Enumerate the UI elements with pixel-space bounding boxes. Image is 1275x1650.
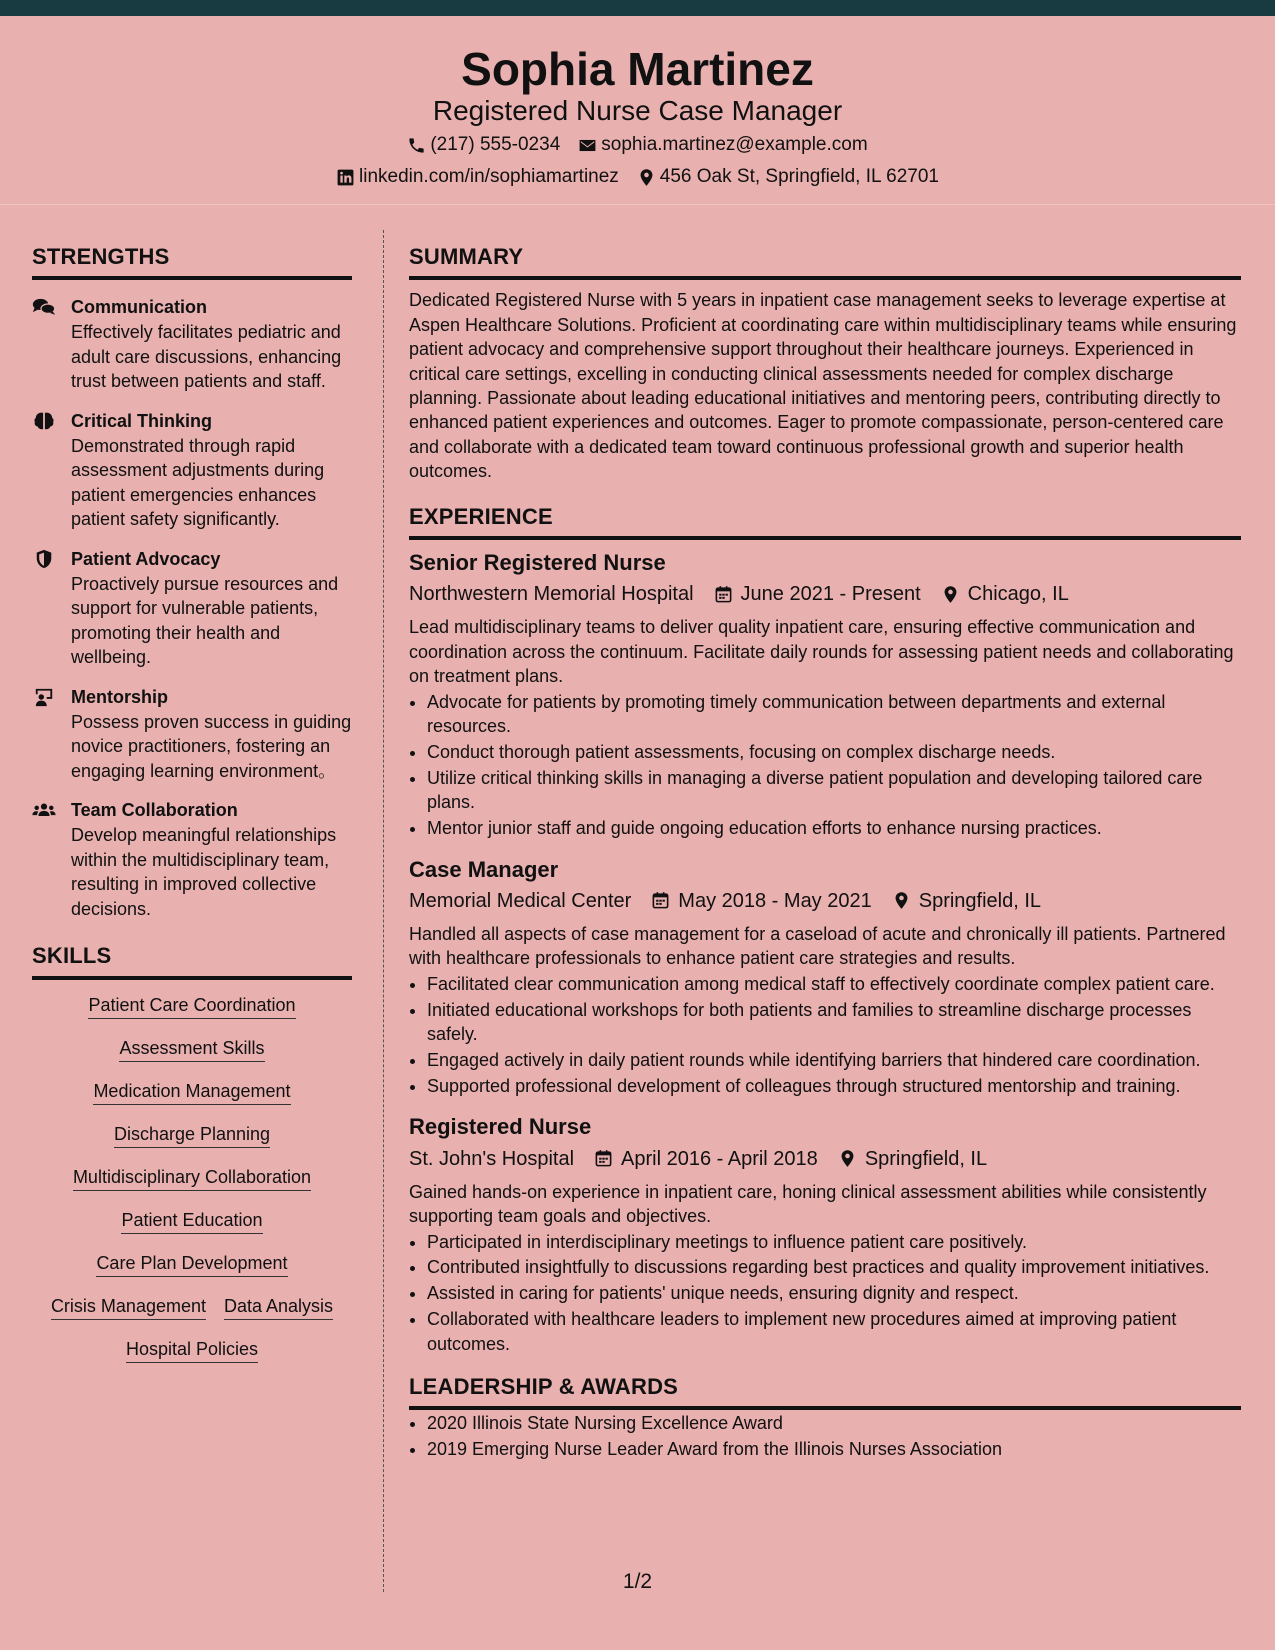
- calendar-icon: [594, 1149, 613, 1168]
- strength-name: Communication: [71, 297, 208, 318]
- left-column: [32, 244, 352, 1381]
- job-dates: June 2021 - Present: [740, 583, 921, 606]
- top-accent-bar: [0, 0, 1275, 16]
- contact-row-2: [0, 166, 1275, 189]
- awards-list: [409, 1411, 1241, 1461]
- job-bullet: • Conduct thorough patient assessments, focusing on complex discharge needs.: [427, 740, 1241, 764]
- job-description: Gained hands-on experience in inpatient care, honing clinical assessment abilities while consistently supporting team goals and objectives.: [409, 1181, 1207, 1227]
- email-address: sophia.martinez@example.com: [601, 134, 868, 155]
- awards-heading: LEADERSHIP & AWARDS: [409, 1374, 1241, 1410]
- job-location: Springfield, IL: [918, 889, 1042, 912]
- experience-heading: EXPERIENCE: [409, 504, 1241, 540]
- strength-item: [32, 548, 352, 670]
- skill-tag: Assessment Skills: [119, 1037, 264, 1062]
- job-meta: [409, 1147, 1241, 1171]
- strength-item: [32, 686, 352, 784]
- skill-tag: Patient Care Coordination: [88, 994, 295, 1019]
- job-bullet: • Initiated educational workshops for both patients and families to streamline discharge processes safely.: [427, 998, 1241, 1047]
- email-contact[interactable]: [578, 134, 867, 157]
- strength-item: [32, 410, 352, 532]
- skill-tag: Data Analysis: [224, 1295, 333, 1320]
- calendar-icon: [651, 891, 670, 910]
- strength-item: [32, 296, 352, 394]
- job-description: Lead multidisciplinary teams to deliver quality inpatient care, ensuring effective communication and coordination across the continuum. Facilitate daily rounds for assessing patient needs and collaborating on treatment plans.: [409, 617, 1234, 687]
- resume-header: [0, 16, 1275, 205]
- page-number: 1/2: [622, 1570, 653, 1593]
- job-title: Case Manager: [409, 856, 559, 882]
- job-bullets: [409, 972, 1241, 1099]
- right-column: [409, 244, 1241, 1463]
- linkedin-icon: [336, 168, 355, 187]
- teacher-icon: [32, 687, 56, 707]
- summary-text: Dedicated Registered Nurse with 5 years in inpatient case management seeks to leverage expertise at Aspen Healthcare Solutions. Proficient at coordinating care within multidisciplinary teams while ensuring patient advocacy and comprehensive support throughout their healthcare journeys. Experienced in critical care settings, excelling in conducting clinical assessments needed for complex discharge planning. Passionate about leading educational initiatives and mentoring peers, contributing directly to enhanced patient experiences and outcomes. Eager to promote compassionate, person-centered care and collaborate with a dedicated team toward continuous professional growth and superior health outcomes.: [409, 290, 1237, 482]
- skill-tag: Multidisciplinary Collaboration: [73, 1166, 311, 1191]
- job-bullet: • Collaborated with healthcare leaders to implement new procedures aimed at improving patient outcomes.: [427, 1307, 1241, 1356]
- strength-description: Possess proven success in guiding novice practitioners, fostering an engaging learning environment。: [71, 711, 352, 781]
- job-bullets: [409, 690, 1241, 841]
- strengths-heading: STRENGTHS: [32, 244, 352, 280]
- linkedin-url: linkedin.com/in/sophiamartinez: [359, 166, 619, 187]
- job-company: Memorial Medical Center: [409, 889, 632, 912]
- comments-icon: [32, 297, 56, 317]
- skill-tag: Care Plan Development: [96, 1252, 287, 1277]
- strength-name: Team Collaboration: [71, 800, 238, 821]
- candidate-name: Sophia Martinez: [461, 43, 814, 95]
- phone-contact[interactable]: [407, 134, 560, 157]
- skill-tag: Hospital Policies: [126, 1338, 258, 1363]
- map-pin-icon: [892, 891, 911, 910]
- job-company: St. John's Hospital: [409, 1147, 575, 1170]
- job-bullet: • Assisted in caring for patients' unique needs, ensuring dignity and respect.: [427, 1281, 1241, 1305]
- skills-heading: SKILLS: [32, 943, 352, 979]
- job-company: Northwestern Memorial Hospital: [409, 583, 694, 606]
- skill-tag: Crisis Management: [51, 1295, 206, 1320]
- home-address: 456 Oak St, Springfield, IL 62701: [659, 166, 939, 187]
- column-divider: [383, 230, 384, 1592]
- job-bullet: • Supported professional development of colleagues through structured mentorship and training.: [427, 1074, 1241, 1098]
- job-dates: April 2016 - April 2018: [621, 1147, 818, 1170]
- strength-description: Demonstrated through rapid assessment adjustments during patient emergencies enhances patient safety significantly.: [71, 435, 325, 530]
- candidate-title: Registered Nurse Case Manager: [432, 95, 843, 126]
- award-item: • 2019 Emerging Nurse Leader Award from the Illinois Nurses Association: [427, 1437, 1241, 1461]
- users-icon: [32, 800, 56, 820]
- job-bullet: • Advocate for patients by promoting timely communication between departments and external resources.: [427, 690, 1241, 739]
- envelope-icon: [578, 136, 597, 155]
- job-entry: [409, 857, 1241, 1099]
- job-meta: [409, 582, 1241, 606]
- map-pin-icon: [941, 585, 960, 604]
- job-location: Springfield, IL: [864, 1147, 988, 1170]
- job-title: Registered Nurse: [409, 1114, 592, 1140]
- map-pin-icon: [838, 1149, 857, 1168]
- job-entry: [409, 550, 1241, 841]
- shield-icon: [32, 549, 56, 569]
- job-bullet: • Contributed insightfully to discussions regarding best practices and quality improvement initiatives.: [427, 1255, 1241, 1279]
- strength-name: Mentorship: [71, 686, 168, 707]
- map-pin-icon: [637, 168, 656, 187]
- job-bullets: [409, 1230, 1241, 1357]
- contact-row-1: [0, 134, 1275, 157]
- award-item: • 2020 Illinois State Nursing Excellence Award: [427, 1411, 1241, 1435]
- job-location: Chicago, IL: [967, 583, 1069, 606]
- strength-name: Patient Advocacy: [71, 548, 221, 569]
- calendar-icon: [714, 585, 733, 604]
- job-title: Senior Registered Nurse: [409, 550, 666, 576]
- summary-heading: SUMMARY: [409, 244, 1241, 280]
- job-meta: [409, 889, 1241, 913]
- skills-list: [32, 994, 352, 1363]
- address-contact: [637, 166, 939, 189]
- strength-description: Proactively pursue resources and support for vulnerable patients, promoting their health and wellbeing.: [71, 573, 339, 668]
- brain-icon: [32, 411, 56, 431]
- strength-item: [32, 799, 352, 921]
- skill-tag: Patient Education: [121, 1209, 262, 1234]
- job-bullet: • Engaged actively in daily patient rounds while identifying barriers that hindered care coordination.: [427, 1048, 1241, 1072]
- strength-name: Critical Thinking: [71, 410, 213, 431]
- job-bullet: • Facilitated clear communication among medical staff to effectively coordinate complex patient care.: [427, 972, 1241, 996]
- phone-icon: [407, 136, 426, 155]
- linkedin-contact[interactable]: [336, 166, 619, 189]
- strength-description: Develop meaningful relationships within the multidisciplinary team, resulting in improved collective decisions.: [71, 825, 337, 919]
- job-bullet: • Participated in interdisciplinary meetings to influence patient care positively.: [427, 1230, 1241, 1254]
- job-entry: [409, 1114, 1241, 1356]
- job-dates: May 2018 - May 2021: [678, 889, 872, 912]
- job-bullet: • Mentor junior staff and guide ongoing education efforts to enhance nursing practices.: [427, 816, 1241, 840]
- job-description: Handled all aspects of case management for a caseload of acute and chronically ill patients. Partnered with healthcare professionals to enhance patient care strategies and results.: [409, 923, 1226, 969]
- phone-number: (217) 555-0234: [430, 134, 561, 155]
- skill-tag: Medication Management: [93, 1080, 290, 1105]
- skill-tag: Discharge Planning: [114, 1123, 270, 1148]
- strength-description: Effectively facilitates pediatric and adult care discussions, enhancing trust between patients and staff.: [71, 322, 342, 392]
- job-bullet: • Utilize critical thinking skills in managing a diverse patient population and developing tailored care plans.: [427, 766, 1241, 815]
